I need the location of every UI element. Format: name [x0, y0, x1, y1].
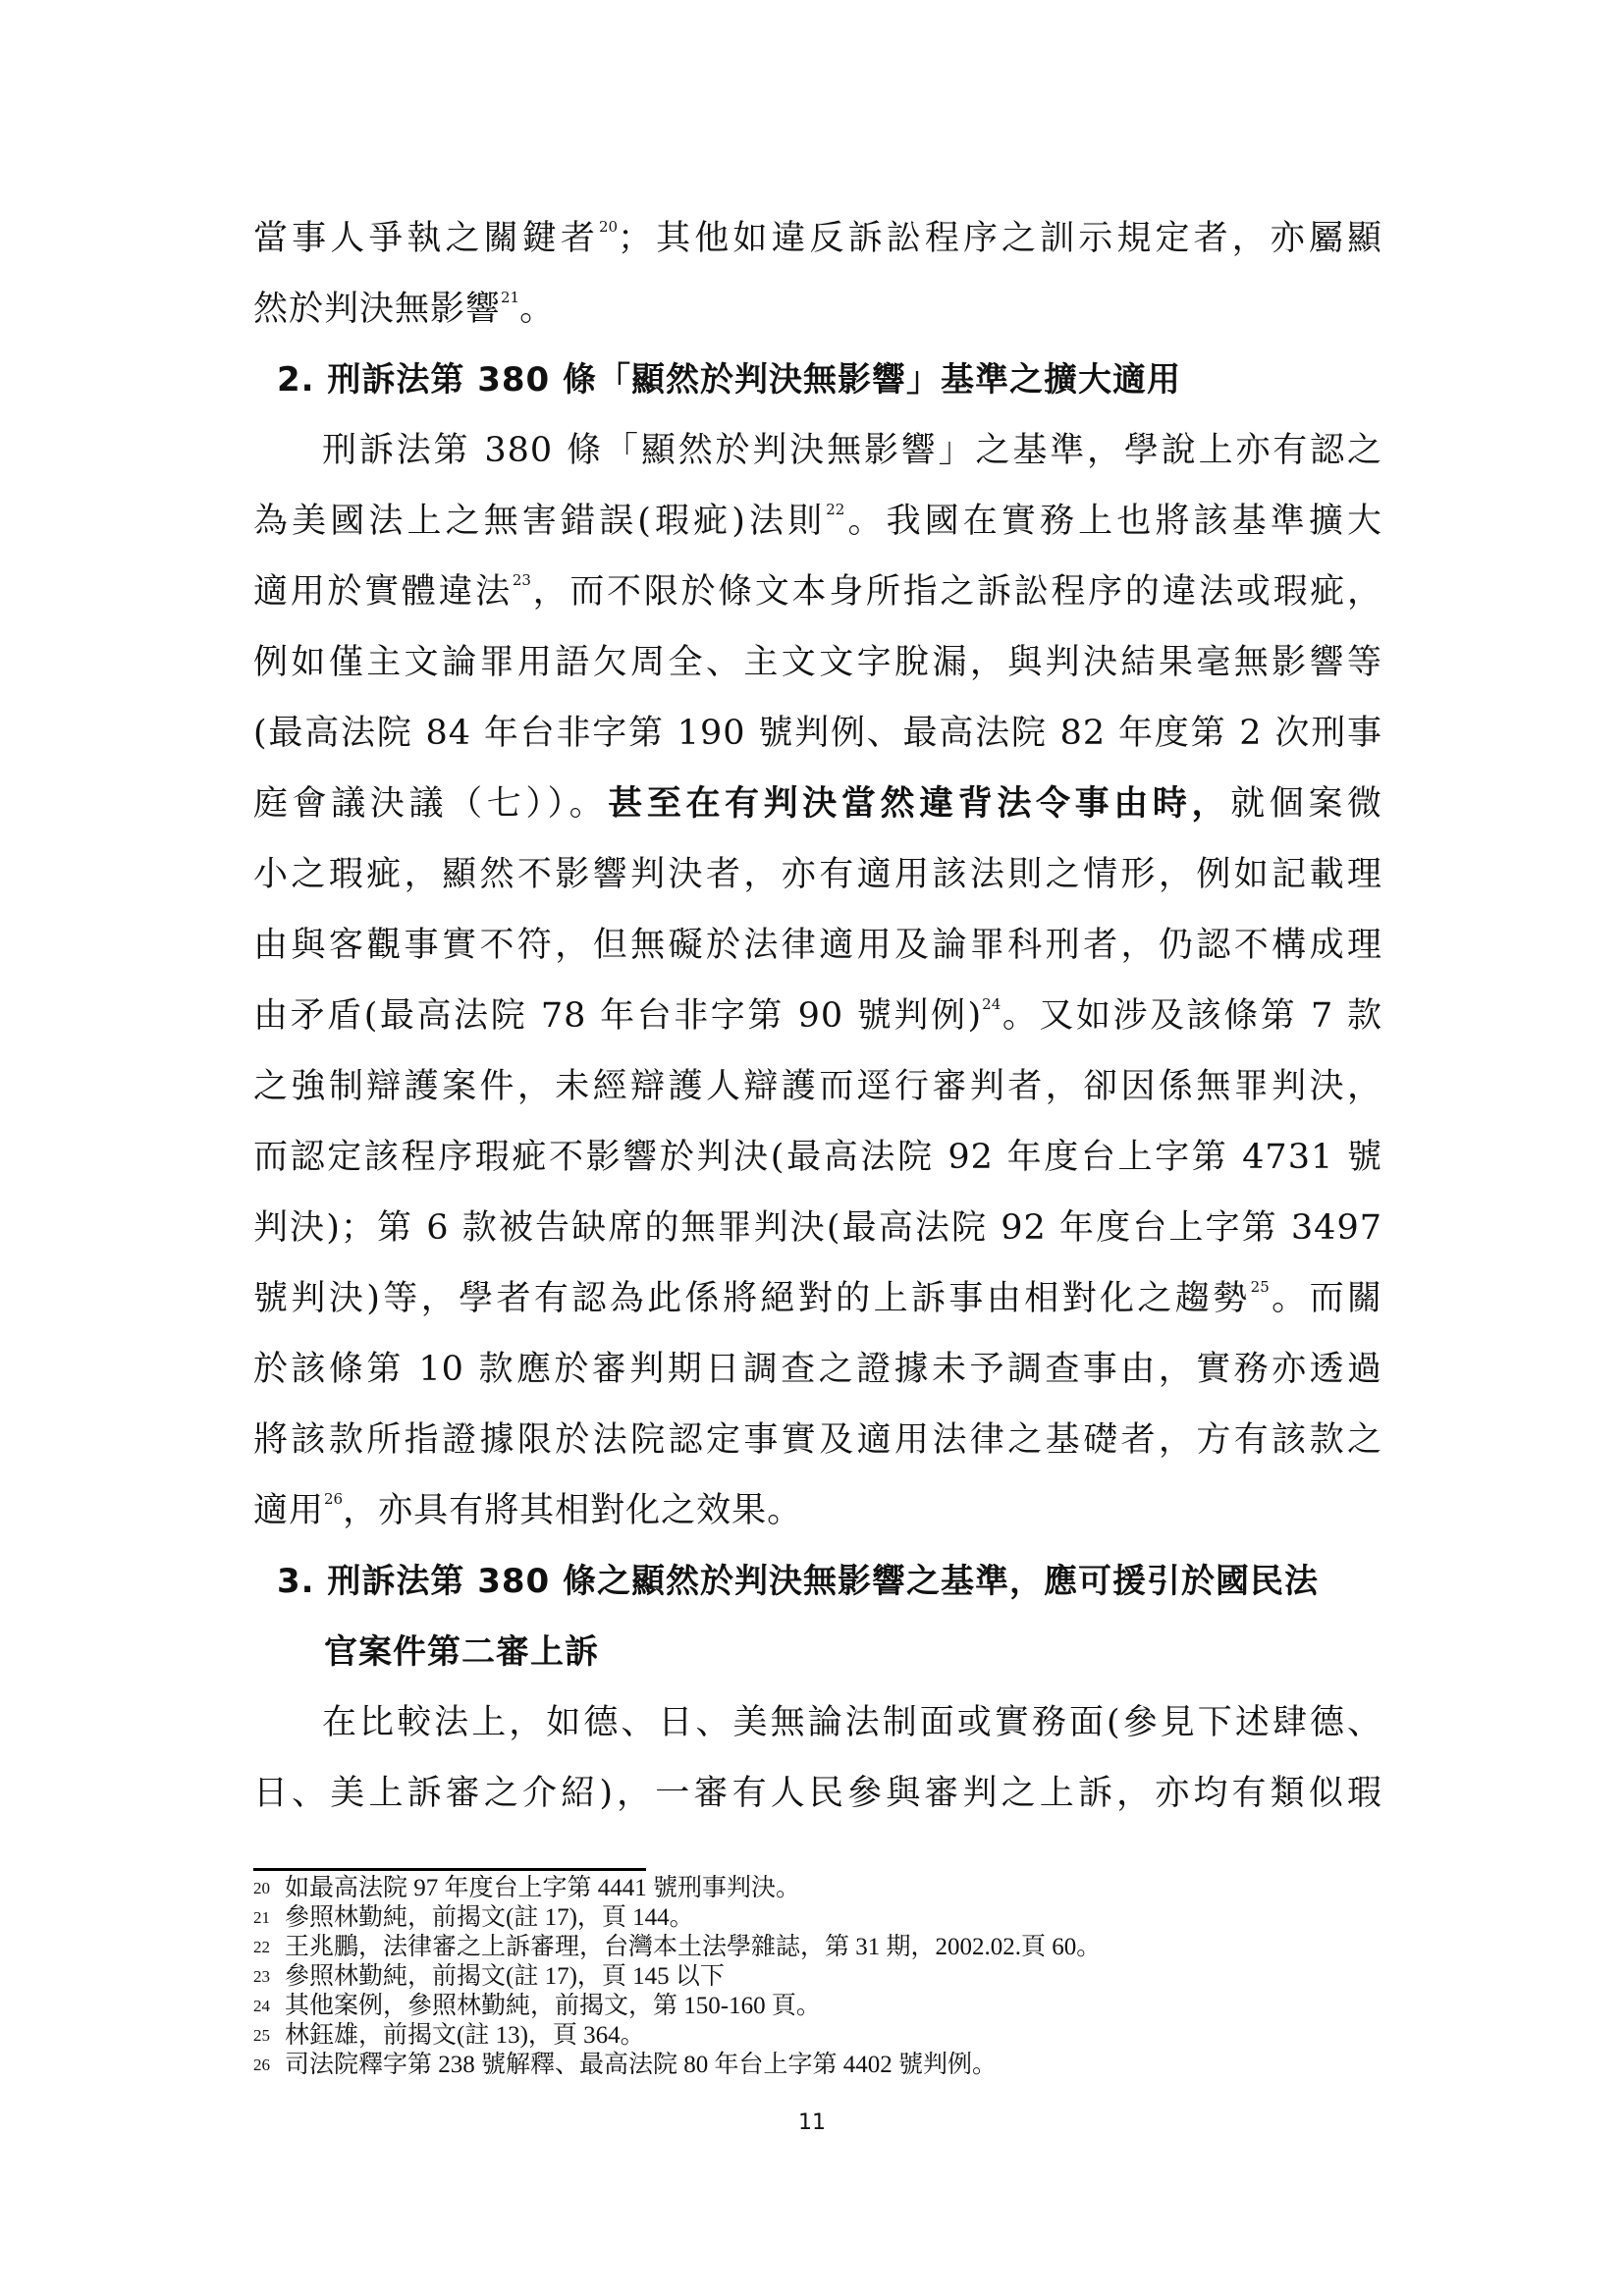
- footnote-separator: [253, 1868, 646, 1871]
- body-line: 而認定該程序瑕疵不影響於判決(最高法院 92 年度台上字第 4731 號: [253, 1138, 1382, 1177]
- body-line: 適用於實體違法$^{23}$，而不限於條文本身所指之訴訟程序的違法或瑕疵，: [253, 571, 1382, 612]
- footnote-ref[interactable]: 21: [501, 289, 520, 306]
- body-line: 將該款所指證據限於法院認定事實及適用法律之基礎者，方有該款之: [253, 1420, 1382, 1460]
- body-line: 於該條第 10 款應於審判期日調查之證據未予調查事由，實務亦透過: [253, 1350, 1382, 1389]
- body-line: 之強制辯護案件，未經辯護人辯護而逕行審判者，卻因係無罪判決，: [253, 1067, 1382, 1106]
- body-line: 例如僅主文論罪用語欠周全、主文文字脫漏，與判決結果毫無影響等: [253, 643, 1382, 682]
- footnote: 21 參照林勤純，前揭文(註 17)，頁 144。: [253, 1904, 694, 1931]
- footnote: 25 林鈺雄，前揭文(註 13)，頁 364。: [253, 2022, 645, 2049]
- page-number: 11: [798, 2110, 826, 2135]
- footnote-ref[interactable]: 23: [512, 571, 531, 589]
- footnote: 24 其他案例，參照林勤純，前揭文，第 150-160 頁。: [253, 1993, 821, 2019]
- body-line: 適用$^{26}$，亦具有將其相對化之效果。: [253, 1490, 803, 1530]
- section-heading: 2. 刑訴法第 380 條「顯然於判決無影響」基準之擴大適用: [277, 360, 1182, 400]
- body-line: 號判決)等，學者有認為此係將絕對的上訴事由相對化之趨勢$^{25}$。而關: [253, 1278, 1382, 1318]
- footnote: 20 如最高法院 97 年度台上字第 4441 號刑事判決。: [253, 1875, 801, 1901]
- body-line: (最高法院 84 年台非字第 190 號判例、最高法院 82 年度第 2 次刑事: [253, 714, 1382, 753]
- body-line: 當事人爭執之關鍵者$^{20}$；其他如違反訴訟程序之訓示規定者，亦屬顯: [253, 218, 1382, 258]
- body-line: 為美國法上之無害錯誤(瑕疵)法則$^{22}$。我國在實務上也將該基準擴大: [253, 501, 1382, 541]
- body-line: 在比較法上，如德、日、美無論法制面或實務面(參見下述肆德、: [322, 1703, 1382, 1742]
- body-line: 日、美上訴審之介紹)，一審有人民參與審判之上訴，亦均有類似瑕: [253, 1774, 1382, 1813]
- footnote-ref[interactable]: 24: [982, 995, 1001, 1013]
- section-heading: 3. 刑訴法第 380 條之顯然於判決無影響之基準，應可援引於國民法: [277, 1562, 1320, 1601]
- body-line: 小之瑕疵，顯然不影響判決者，亦有適用該法則之情形，例如記載理: [253, 855, 1382, 894]
- footnote-ref[interactable]: 20: [598, 218, 619, 236]
- footnote-ref[interactable]: 22: [826, 501, 845, 518]
- footnote-ref[interactable]: 25: [1250, 1278, 1270, 1296]
- body-line: 刑訴法第 380 條「顯然於判決無影響」之基準，學說上亦有認之: [322, 431, 1382, 470]
- body-line: 庭會議決議（七））。甚至在有判決當然違背法令事由時，就個案微: [253, 783, 1382, 824]
- footnote: 26 司法院釋字第 238 號解釋、最高法院 80 年台上字第 4402 號判例。: [253, 2052, 998, 2078]
- emphasis-text: 甚至在有判決當然違背法令事由時，: [608, 783, 1231, 824]
- footnote: 22 王兆鵬，法律審之上訴審理，台灣本土法學雜誌，第 31 期，2002.02.頁 60。: [253, 1934, 1102, 1960]
- body-line: 由矛盾(最高法院 78 年台非字第 90 號判例)$^{24}$。又如涉及該條第 7 款: [253, 995, 1382, 1036]
- footnote: 23 參照林勤純，前揭文(註 17)，頁 145 以下: [253, 1963, 725, 1990]
- footnote-ref[interactable]: 26: [324, 1490, 344, 1508]
- body-line: 由與客觀事實不符，但無礙於法律適用及論罪科刑者，仍認不構成理: [253, 926, 1382, 965]
- section-heading-cont: 官案件第二審上訴: [324, 1632, 599, 1672]
- body-line: 然於判決無影響$^{21}$。: [253, 289, 556, 329]
- body-line: 判決)；第 6 款被告缺席的無罪判決(最高法院 92 年度台上字第 3497: [253, 1208, 1382, 1248]
